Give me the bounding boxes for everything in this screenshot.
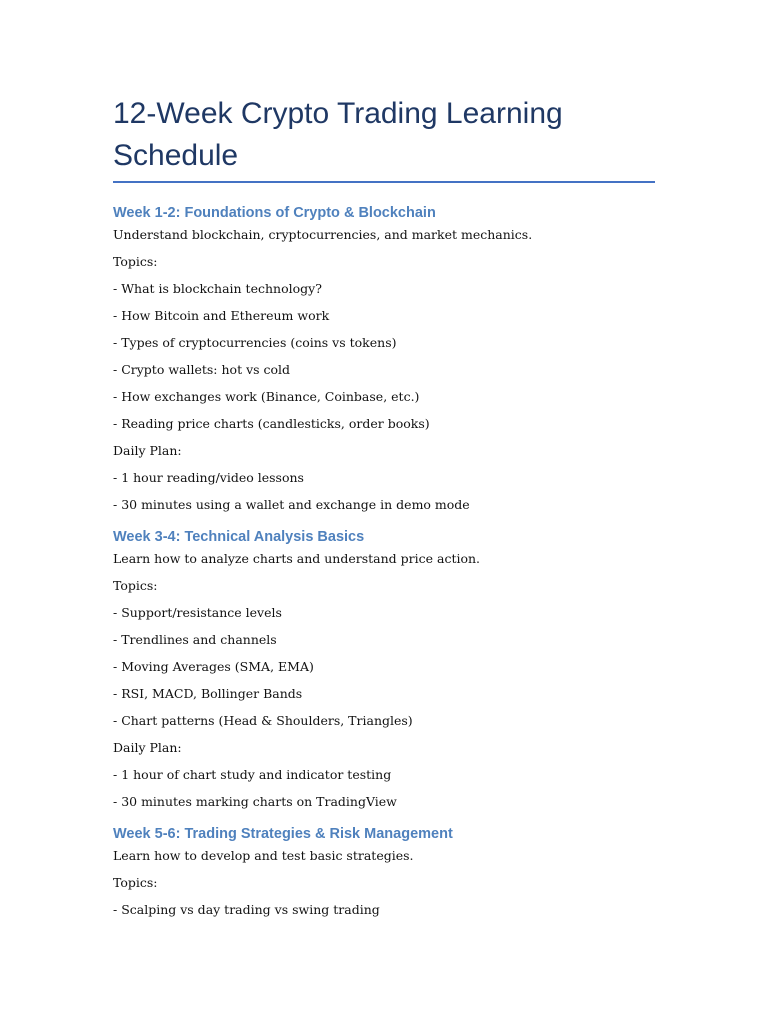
topic-item: - How Bitcoin and Ethereum work [113,308,330,323]
topic-item: - Reading price charts (candlesticks, order books) [113,416,430,431]
section-intro: Learn how to analyze charts and understand price action. [113,551,481,566]
topic-item: - Trendlines and channels [113,632,277,647]
topic-item: - RSI, MACD, Bollinger Bands [113,686,303,701]
section-week-5-6 [113,824,655,918]
daily-plan-label: Daily Plan: [113,443,182,458]
section-week-1-2 [113,203,655,513]
topic-item: - How exchanges work (Binance, Coinbase, etc.) [113,389,420,404]
topics-label: Topics: [113,875,158,890]
topic-item: - Moving Averages (SMA, EMA) [113,659,314,674]
plan-item: - 1 hour reading/video lessons [113,470,304,485]
section-intro: Understand blockchain, cryptocurrencies, and market mechanics. [113,227,533,242]
topic-item: - Support/resistance levels [113,605,282,620]
plan-item: - 1 hour of chart study and indicator testing [113,767,392,782]
document-body [113,93,655,918]
topic-item: - What is blockchain technology? [113,281,322,296]
plan-item: - 30 minutes marking charts on TradingView [113,794,397,809]
plan-item: - 30 minutes using a wallet and exchange in demo mode [113,497,470,512]
section-heading: Week 5-6: Trading Strategies & Risk Management [113,826,453,842]
topic-item: - Types of cryptocurrencies (coins vs tokens) [113,335,397,350]
section-week-3-4 [113,527,655,810]
topics-label: Topics: [113,254,158,269]
page-title: 12-Week Crypto Trading Learning Schedule [113,97,563,172]
topic-item: - Chart patterns (Head & Shoulders, Triangles) [113,713,413,728]
section-heading: Week 1-2: Foundations of Crypto & Blockchain [113,205,436,221]
topics-label: Topics: [113,578,158,593]
topic-item: - Scalping vs day trading vs swing trading [113,902,380,917]
section-intro: Learn how to develop and test basic strategies. [113,848,414,863]
daily-plan-label: Daily Plan: [113,740,182,755]
section-heading: Week 3-4: Technical Analysis Basics [113,529,365,545]
topic-item: - Crypto wallets: hot vs cold [113,362,291,377]
title-underline [113,181,655,183]
